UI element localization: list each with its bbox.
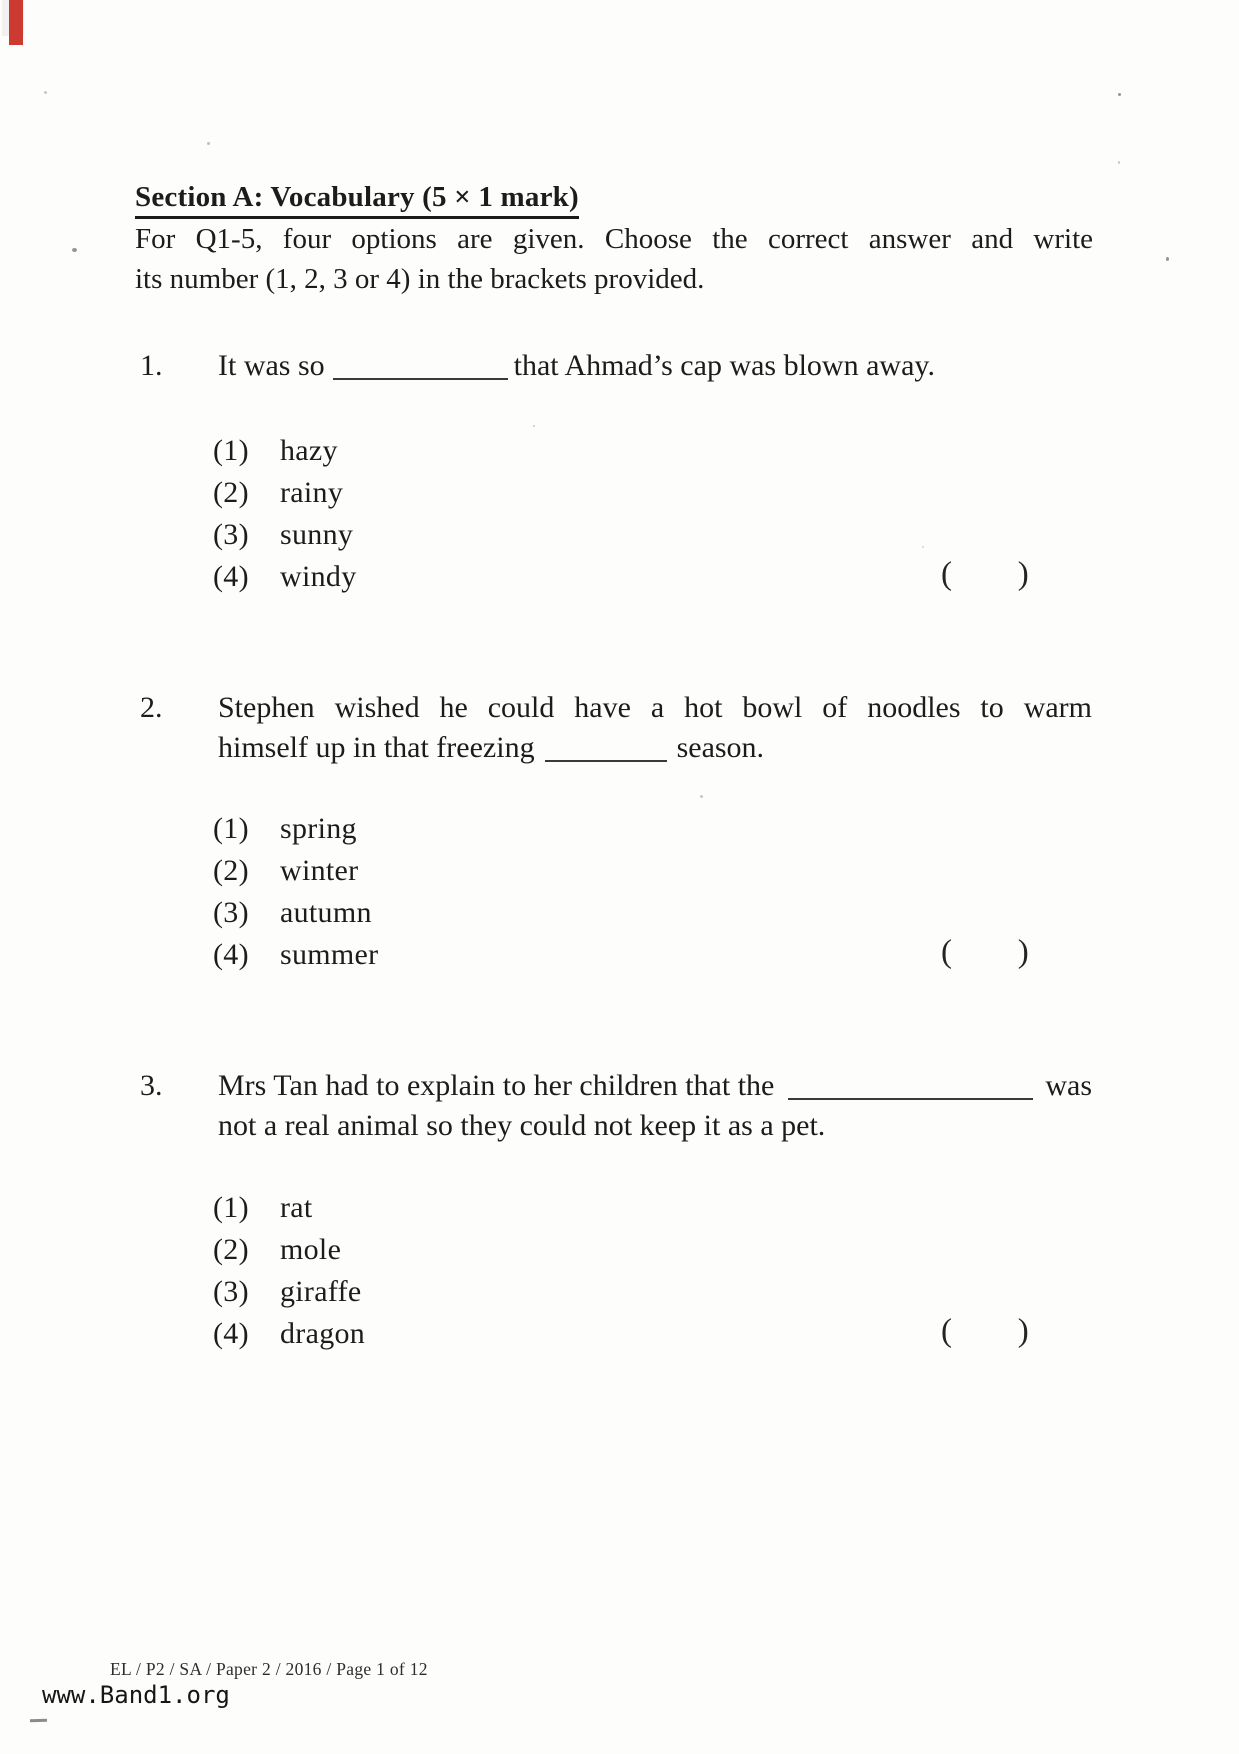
question-3-text-before: Mrs Tan had to explain to her children that the (218, 1069, 775, 1102)
option-row (213, 812, 1093, 845)
footer-doc-ref: EL / P2 / SA / Paper 2 / 2016 / Page 1 of 12 (110, 1659, 428, 1679)
option-marker: (4) (213, 560, 249, 593)
option-text: mole (280, 1233, 342, 1266)
section-title-text: Section A: Vocabulary (5 × 1 mark) (135, 181, 579, 219)
answer-bracket (941, 557, 1029, 591)
scan-speck (533, 425, 535, 427)
option-text: rainy (280, 476, 344, 509)
option-marker: (1) (213, 1191, 249, 1224)
question-1-text-before: It was so (218, 349, 325, 382)
option-text: summer (280, 938, 379, 971)
question-2-options (213, 812, 1093, 983)
option-marker: (2) (213, 476, 249, 509)
question-1-stem (140, 346, 1092, 386)
question-2-text-after: season. (676, 731, 765, 764)
option-marker: (2) (213, 1233, 249, 1266)
red-scan-mark (9, 0, 23, 45)
answer-blank (788, 1096, 1033, 1100)
answer-bracket-close: ) (1017, 556, 1029, 592)
question-3-text (218, 1066, 1092, 1146)
scan-speck (44, 91, 47, 94)
answer-bracket (941, 1314, 1029, 1348)
option-row (213, 1233, 1093, 1266)
question-1-text-after: that Ahmad’s cap was blown away. (513, 349, 935, 382)
question-1-text (218, 346, 1092, 386)
instructions-line2: its number (1, 2, 3 or 4) in the brackets provided. (135, 263, 705, 295)
answer-bracket-open: ( (941, 1313, 953, 1349)
question-3-line2: not a real animal so they could not keep it as a pet. (218, 1109, 826, 1142)
option-text: giraffe (280, 1275, 362, 1308)
option-marker: (2) (213, 854, 249, 887)
footer-website: www.Band1.org (42, 1681, 230, 1709)
answer-blank (333, 354, 508, 380)
option-marker: (4) (213, 938, 249, 971)
scan-dash (30, 1719, 47, 1723)
option-marker: (1) (213, 812, 249, 845)
scan-speck (72, 248, 77, 252)
scan-speck (1118, 161, 1120, 164)
scan-speck (1166, 257, 1169, 261)
section-title (135, 181, 579, 214)
scan-speck (1118, 93, 1121, 96)
question-2-line2 (218, 728, 1092, 768)
question-2-line1: Stephen wished he could have a hot bowl of noodles to warm (218, 691, 1092, 724)
option-row (213, 1275, 1093, 1308)
answer-bracket (941, 935, 1029, 969)
option-marker: (4) (213, 1317, 249, 1350)
option-text: spring (280, 812, 357, 845)
option-text: hazy (280, 434, 338, 467)
question-1-number: 1. (140, 349, 163, 382)
option-row (213, 1191, 1093, 1224)
answer-bracket-open: ( (941, 556, 953, 592)
option-row (213, 476, 1093, 509)
option-marker: (1) (213, 434, 249, 467)
question-2-text (218, 688, 1092, 768)
question-3-number: 3. (140, 1069, 163, 1102)
instructions-line1: For Q1-5, four options are given. Choose the correct answer and write (135, 223, 1093, 255)
answer-bracket-close: ) (1017, 1313, 1029, 1349)
question-3-options (213, 1191, 1093, 1362)
question-2-text-before: himself up in that freezing (218, 731, 535, 764)
option-text: windy (280, 560, 357, 593)
answer-bracket-open: ( (941, 934, 953, 970)
question-3-text-after: was (1045, 1069, 1092, 1102)
option-row (213, 854, 1093, 887)
option-text: autumn (280, 896, 372, 929)
scan-speck (700, 795, 703, 798)
question-3-line1 (218, 1066, 1092, 1106)
option-row (213, 896, 1093, 929)
option-marker: (3) (213, 1275, 249, 1308)
question-3-stem (140, 1066, 1092, 1146)
question-2-stem (140, 688, 1092, 768)
instructions (135, 219, 1093, 299)
option-marker: (3) (213, 518, 249, 551)
option-text: dragon (280, 1317, 366, 1350)
option-marker: (3) (213, 896, 249, 929)
answer-blank (545, 736, 667, 762)
option-row (213, 518, 1093, 551)
answer-bracket-close: ) (1017, 934, 1029, 970)
option-text: sunny (280, 518, 354, 551)
question-1-options (213, 434, 1093, 605)
option-text: winter (280, 854, 359, 887)
option-text: rat (280, 1191, 313, 1224)
option-row (213, 434, 1093, 467)
question-2-number: 2. (140, 691, 163, 724)
scan-speck (207, 142, 210, 145)
